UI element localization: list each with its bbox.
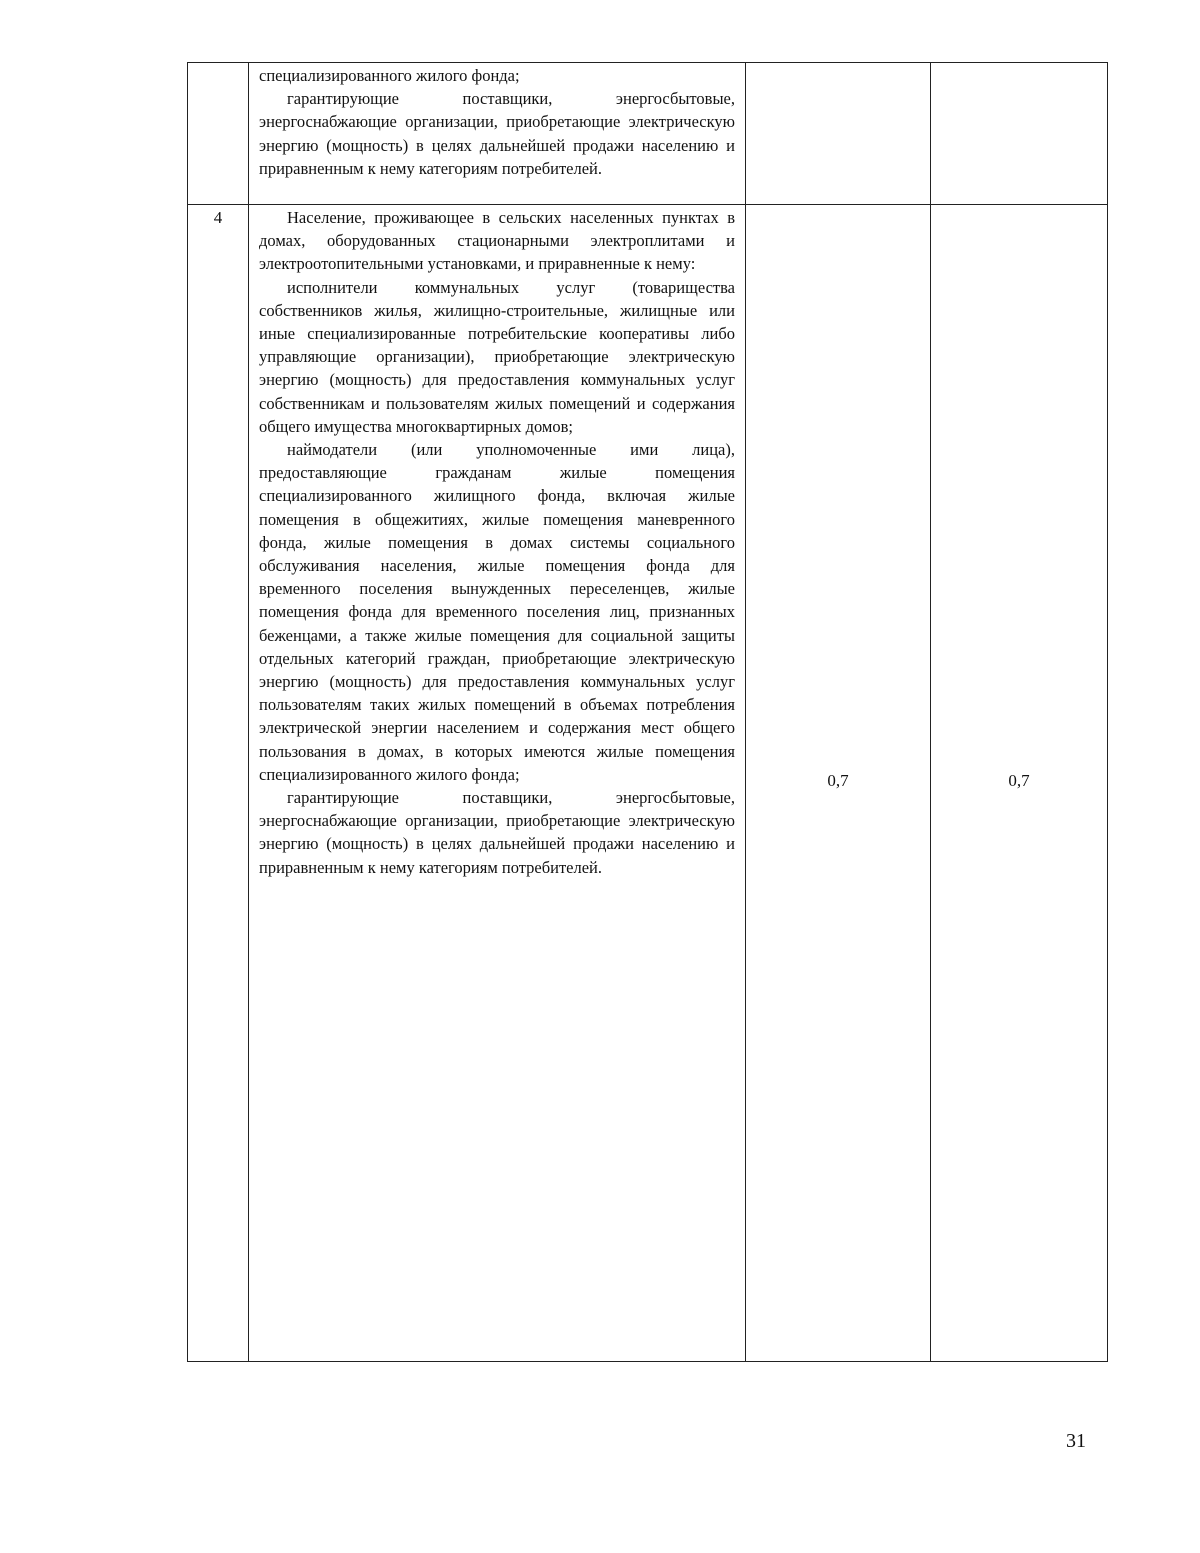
coefficient-value: 0,7 xyxy=(1008,771,1030,790)
row-number-cell xyxy=(188,63,249,205)
description-cell xyxy=(249,205,746,1362)
paragraph: гарантирующие поставщики, энергосбытовые, энергоснабжающие организации, приобретающие электрическую энергию (мощность) в целях дальнейшей продажи населению и приравненным к нему категориям потребителей. xyxy=(259,89,735,178)
value-cell xyxy=(931,63,1108,205)
table-row xyxy=(188,205,1108,1362)
page-number: 31 xyxy=(1066,1430,1086,1452)
paragraph: специализированного жилого фонда; xyxy=(259,66,520,85)
paragraph: исполнители коммунальных услуг (товарищества собственников жилья, жилищно-строительные, жилищные или иные специализированные потребительские кооперативы либо управляющие организации), приобретающие электрическую энергию (мощность) для предоставления коммунальных услуг собственникам и пользователям жилых помещений и содержания общего имущества многоквартирных домов; xyxy=(259,277,735,436)
paragraph: Население, проживающее в сельских населенных пунктах в домах, оборудованных стационарными электроплитами и электроотопительными установками, и приравненные к нему: xyxy=(259,208,735,274)
paragraph: наймодатели (или уполномоченные ими лица), предоставляющие гражданам жилые помещения специализированного жилищного фонда, включая жилые помещения в общежитиях, жилые помещения маневренного фонда, жилые помещения в домах системы социального обслуживания населения, жилые помещения фонда для временного поселения вынужденных переселенцев, жилые помещения фонда для временного поселения лиц, признанных беженцами, а также жилые помещения для социальной защиты отдельных категорий граждан, приобретающие электрическую энергию (мощность) для предоставления коммунальных услуг пользователям таких жилых помещений в объемах потребления электрической энергии населением и содержания мест общего пользования в домах, в которых имеются жилые помещения специализированного жилого фонда; xyxy=(259,440,735,784)
paragraph: гарантирующие поставщики, энергосбытовые, энергоснабжающие организации, приобретающие электрическую энергию (мощность) в целях дальнейшей продажи населению и приравненным к нему категориям потребителей. xyxy=(259,788,735,877)
tariff-table xyxy=(187,62,1108,1362)
value-cell xyxy=(746,205,931,1362)
row-number-cell: 4 xyxy=(188,205,249,1362)
value-cell xyxy=(931,205,1108,1362)
value-cell xyxy=(746,63,931,205)
description-cell xyxy=(249,63,746,205)
table-row xyxy=(188,63,1108,205)
coefficient-value: 0,7 xyxy=(827,771,849,790)
